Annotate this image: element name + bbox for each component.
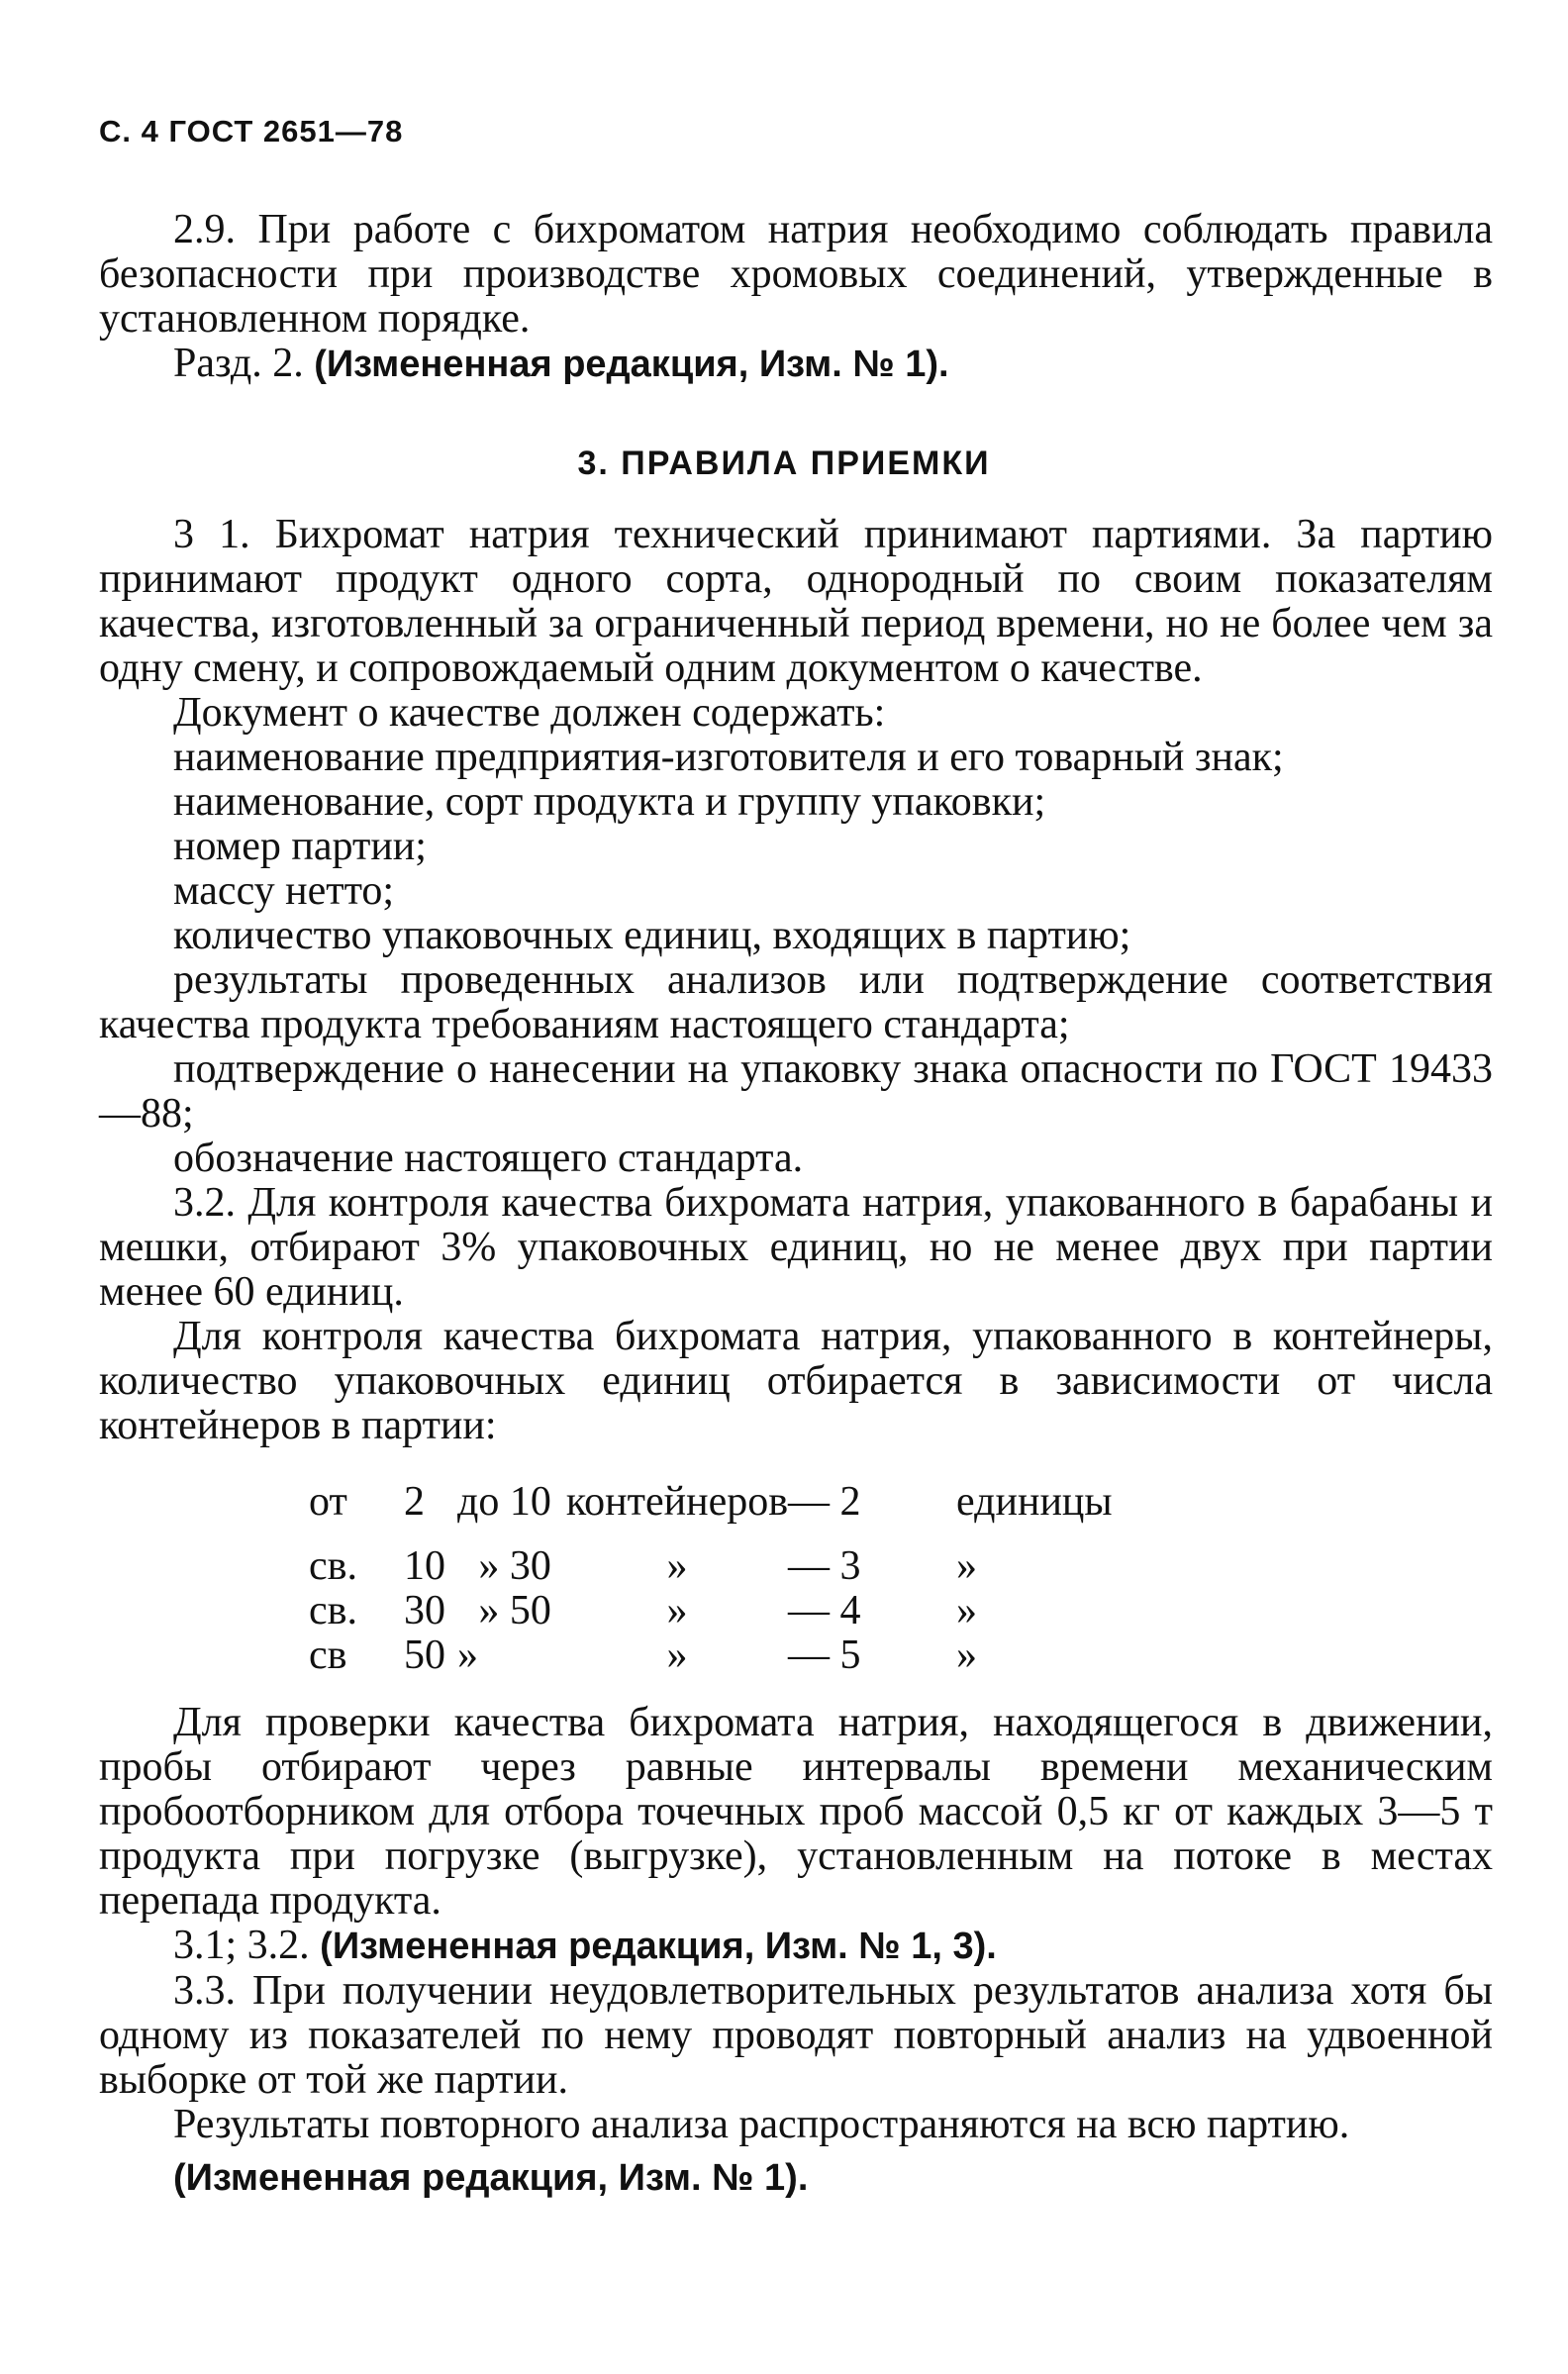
- section-2-amendment: [99, 342, 1493, 387]
- table-row: [309, 1589, 1113, 1633]
- document-contents-intro: Документ о качестве должен содержать:: [173, 690, 886, 736]
- table-cell: от: [309, 1479, 347, 1525]
- table-cell: »: [666, 1588, 688, 1633]
- table-cell: св.: [309, 1543, 357, 1589]
- table-cell: 2: [404, 1479, 425, 1525]
- doc-item: подтверждение о нанесении на упаковку знака опасности по ГОСТ 19433—88;: [99, 1046, 1493, 1137]
- paragraph-2-9: 2.9. При работе с бихроматом натрия необходимо соблюдать правила безопасности при производстве хромовых соединений, утвержденные в установленном порядке.: [99, 207, 1493, 342]
- table-cell: 10: [404, 1543, 445, 1589]
- table-cell: 50: [404, 1632, 445, 1678]
- table-cell: »: [956, 1632, 978, 1678]
- paragraph-3-2: 3.2. Для контроля качества бихромата натрия, упакованного в барабаны и мешки, отбирают 3% упаковочных единиц, но не менее двух при партии менее 60 единиц.: [99, 1180, 1493, 1315]
- amendment-3-1-3-2: [99, 1924, 1493, 1969]
- page-header: С. 4 ГОСТ 2651—78: [99, 114, 404, 148]
- amendment-ref: 3.1; 3.2.: [173, 1923, 310, 1968]
- table-cell: »: [457, 1632, 478, 1678]
- doc-item: количество упаковочных единиц, входящих в партию;: [173, 913, 1131, 958]
- table-cell: »: [956, 1543, 978, 1589]
- table-cell: »: [956, 1588, 978, 1633]
- table-cell: — 3: [788, 1543, 861, 1589]
- section-3-part-1: [99, 513, 1493, 1448]
- final-amendment-note: (Измененная редакция, Изм. № 1).: [173, 2157, 809, 2199]
- doc-item: массу нетто;: [173, 868, 395, 914]
- section-2-amendment-note: (Измененная редакция, Изм. № 1).: [314, 344, 949, 385]
- table-cell: » 30: [478, 1543, 551, 1589]
- section-3-part-2: [99, 1701, 1493, 2201]
- section-2-end: [99, 208, 1493, 387]
- table-row: [309, 1633, 1113, 1678]
- table-cell: »: [666, 1632, 688, 1678]
- final-amendment: [99, 2155, 1493, 2201]
- table-cell: »: [666, 1543, 688, 1589]
- table-cell: до 10: [457, 1479, 551, 1525]
- paragraph-3-2-containers: Для контроля качества бихромата натрия, упакованного в контейнеры, количество упаковочных единиц отбирается в зависимости от числа контейнеров в партии:: [99, 1314, 1493, 1448]
- table-cell: — 4: [788, 1588, 861, 1633]
- container-sampling-table: [309, 1480, 1113, 1678]
- doc-item: результаты проведенных анализов или подтверждение соответствия качества продукта требованиям настоящего стандарта;: [99, 957, 1493, 1047]
- table-cell: — 2: [788, 1479, 861, 1525]
- paragraph-3-3-cont: Результаты повторного анализа распространяются на всю партию.: [173, 2102, 1350, 2147]
- paragraph-3-3: 3.3. При получении неудовлетворительных результатов анализа хотя бы одному из показателей по нему проводят повторный анализ на удвоенной выборке от той же партии.: [99, 1968, 1493, 2103]
- paragraph-3-1: 3 1. Бихромат натрия технический принимают партиями. За партию принимают продукт одного сорта, однородный по своим показателям качества, изготовленный за ограниченный период времени, но не более чем за одну смену, и сопровождаемый одним документом о качестве.: [99, 512, 1493, 691]
- table-cell: св.: [309, 1588, 357, 1633]
- table-cell: 30: [404, 1588, 445, 1633]
- section-3-title: 3. ПРАВИЛА ПРИЕМКИ: [577, 445, 991, 482]
- paragraph-motion-sampling: Для проверки качества бихромата натрия, находящегося в движении, пробы отбирают через равные интервалы времени механическим пробоотборником для отбора точечных проб массой 0,5 кг от каждых 3—5 т продукта при погрузке (выгрузке), установленным на потоке в местах перепада продукта.: [99, 1700, 1493, 1924]
- amendment-note: (Измененная редакция, Изм. № 1, 3).: [320, 1926, 997, 1967]
- doc-item: наименование предприятия-изготовителя и его товарный знак;: [173, 735, 1284, 780]
- section-2-ref: Разд. 2.: [173, 341, 304, 386]
- doc-item: номер партии;: [173, 824, 427, 869]
- table-cell: единицы: [956, 1479, 1113, 1525]
- table-cell: св: [309, 1632, 347, 1678]
- table-cell: контейнеров: [565, 1479, 789, 1525]
- doc-item: обозначение настоящего стандарта.: [173, 1136, 804, 1181]
- table-cell: » 50: [478, 1588, 551, 1633]
- doc-item: наименование, сорт продукта и группу упаковки;: [173, 779, 1046, 825]
- table-row: [309, 1544, 1113, 1589]
- table-cell: — 5: [788, 1632, 861, 1678]
- table-row: [309, 1480, 1113, 1525]
